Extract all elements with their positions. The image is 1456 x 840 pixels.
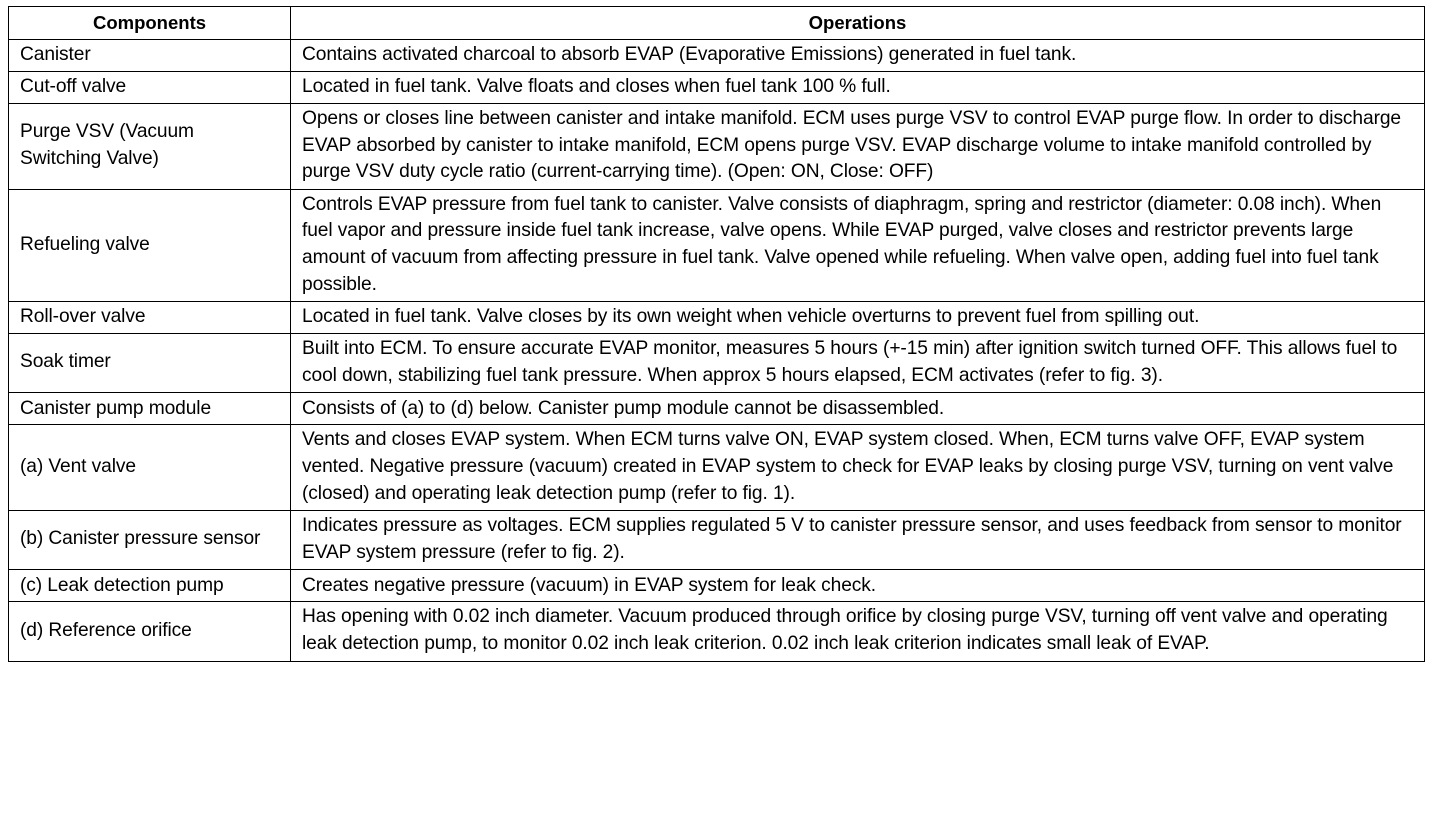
evap-components-table-wrapper bbox=[8, 6, 1425, 662]
operation-cell: Creates negative pressure (vacuum) in EVAP system for leak check. bbox=[291, 570, 1425, 602]
table-row bbox=[9, 425, 1425, 511]
component-cell: Cut-off valve bbox=[9, 72, 291, 104]
component-cell: (c) Leak detection pump bbox=[9, 570, 291, 602]
evap-components-table bbox=[8, 6, 1425, 662]
component-cell: (b) Canister pressure sensor bbox=[9, 511, 291, 570]
component-cell: Purge VSV (Vacuum Switching Valve) bbox=[9, 104, 291, 190]
table-row bbox=[9, 104, 1425, 190]
header-components: Components bbox=[9, 7, 291, 40]
operation-cell: Consists of (a) to (d) below. Canister pump module cannot be disassembled. bbox=[291, 393, 1425, 425]
table-row bbox=[9, 570, 1425, 602]
component-cell: Refueling valve bbox=[9, 189, 291, 301]
component-cell: (a) Vent valve bbox=[9, 425, 291, 511]
table-row bbox=[9, 334, 1425, 393]
table-row bbox=[9, 393, 1425, 425]
table-row bbox=[9, 302, 1425, 334]
component-cell: Canister bbox=[9, 40, 291, 72]
operation-cell: Built into ECM. To ensure accurate EVAP monitor, measures 5 hours (+-15 min) after ignition switch turned OFF. This allows fuel to cool down, stabilizing fuel tank pressure. When approx 5 hours elapsed, ECM activates (refer to fig. 3). bbox=[291, 334, 1425, 393]
table-row bbox=[9, 40, 1425, 72]
operation-cell: Opens or closes line between canister and intake manifold. ECM uses purge VSV to control EVAP purge flow. In order to discharge EVAP absorbed by canister to intake manifold, ECM opens purge VSV. EVAP discharge volume to intake manifold controlled by purge VSV duty cycle ratio (current-carrying time). (Open: ON, Close: OFF) bbox=[291, 104, 1425, 190]
table-row bbox=[9, 511, 1425, 570]
component-cell: (d) Reference orifice bbox=[9, 602, 291, 661]
operation-cell: Located in fuel tank. Valve closes by its own weight when vehicle overturns to prevent fuel from spilling out. bbox=[291, 302, 1425, 334]
component-cell: Soak timer bbox=[9, 334, 291, 393]
operation-cell: Controls EVAP pressure from fuel tank to canister. Valve consists of diaphragm, spring and restrictor (diameter: 0.08 inch). When fuel vapor and pressure inside fuel tank increase, valve opens. While EVAP purged, valve closes and restrictor prevents large amount of vacuum from affecting pressure in fuel tank. Valve opened while refueling. When valve open, adding fuel into fuel tank possible. bbox=[291, 189, 1425, 301]
operation-cell: Vents and closes EVAP system. When ECM turns valve ON, EVAP system closed. When, ECM turns valve OFF, EVAP system vented. Negative pressure (vacuum) created in EVAP system to check for EVAP leaks by closing purge VSV, turning on vent valve (closed) and operating leak detection pump (refer to fig. 1). bbox=[291, 425, 1425, 511]
component-cell: Roll-over valve bbox=[9, 302, 291, 334]
operation-cell: Indicates pressure as voltages. ECM supplies regulated 5 V to canister pressure sensor, and uses feedback from sensor to monitor EVAP system pressure (refer to fig. 2). bbox=[291, 511, 1425, 570]
operation-cell: Has opening with 0.02 inch diameter. Vacuum produced through orifice by closing purge VSV, turning off vent valve and operating leak detection pump, to monitor 0.02 inch leak criterion. 0.02 inch leak criterion indicates small leak of EVAP. bbox=[291, 602, 1425, 661]
operation-cell: Located in fuel tank. Valve floats and closes when fuel tank 100 % full. bbox=[291, 72, 1425, 104]
header-row bbox=[9, 7, 1425, 40]
table-row bbox=[9, 602, 1425, 661]
table-row bbox=[9, 72, 1425, 104]
table-row bbox=[9, 189, 1425, 301]
operation-cell: Contains activated charcoal to absorb EVAP (Evaporative Emissions) generated in fuel tank. bbox=[291, 40, 1425, 72]
header-operations: Operations bbox=[291, 7, 1425, 40]
component-cell: Canister pump module bbox=[9, 393, 291, 425]
